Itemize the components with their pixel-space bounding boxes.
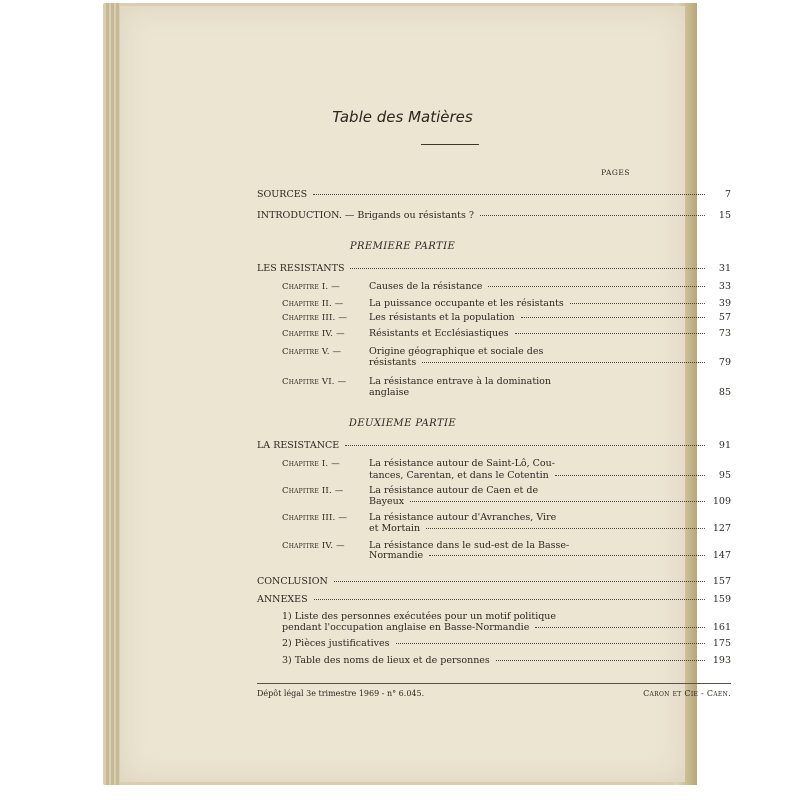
page-edge — [116, 3, 119, 785]
toc-chapter-entry — [369, 357, 731, 368]
toc-annex-entry — [282, 622, 731, 633]
toc-chapter-entry — [369, 470, 731, 481]
dot-leader — [429, 555, 705, 556]
toc-page-number: 31 — [718, 263, 731, 274]
chapter-title: Causes de la résistance — [369, 281, 483, 292]
title-rule — [421, 144, 479, 145]
toc-entry-label: LES RESISTANTS — [257, 263, 345, 274]
toc-page-number: 33 — [718, 281, 731, 292]
toc-chapter-entry — [369, 328, 731, 339]
chapter-title-line: La résistance autour d'Avranches, Vire — [369, 512, 557, 523]
toc-annex-entry — [282, 655, 731, 666]
printer-note: Caron et Cie - Caen. — [643, 689, 731, 698]
toc-page-number: 15 — [718, 210, 731, 221]
page-edge — [106, 3, 109, 785]
toc-page-number: 57 — [718, 312, 731, 323]
chapter-title-line: Origine géographique et sociale des — [369, 346, 544, 357]
toc-page-number: 91 — [718, 440, 731, 451]
toc-entry-conclusion — [257, 576, 731, 587]
toc-annex-entry — [282, 638, 731, 649]
toc-entry-label: SOURCES — [257, 189, 308, 200]
toc-entry-annexes — [257, 594, 731, 605]
toc-entry-label: LA RESISTANCE — [257, 440, 340, 451]
dot-leader — [515, 333, 705, 334]
part-heading-second: DEUXIEME PARTIE — [348, 418, 457, 429]
dot-leader — [334, 581, 705, 582]
toc-chapter-entry — [369, 298, 731, 309]
chapter-number: Chapitre IV. — — [282, 541, 345, 551]
toc-chapter-entry — [369, 523, 731, 534]
annex-title: 2) Pièces justificatives — [282, 638, 390, 649]
toc-page-number: 193 — [712, 655, 731, 666]
toc-entry-label: ANNEXES — [257, 594, 308, 605]
toc-chapter-entry — [369, 387, 731, 398]
dot-leader — [422, 362, 705, 363]
page-edge — [111, 3, 114, 785]
dot-leader — [521, 317, 705, 318]
toc-page-number: 175 — [712, 638, 731, 649]
dot-leader — [426, 528, 705, 529]
annex-title-line: 1) Liste des personnes exécutées pour un motif politique — [282, 611, 557, 622]
toc-page-number: 95 — [718, 470, 731, 481]
chapter-title-line: La résistance autour de Caen et de — [369, 485, 539, 496]
chapter-title-line: La résistance autour de Saint-Lô, Cou- — [369, 458, 555, 469]
toc-entry-la-resistance — [257, 440, 731, 451]
toc-entry-introduction — [257, 210, 731, 221]
chapter-number: Chapitre V. — — [282, 347, 342, 357]
toc-page-number: 73 — [718, 328, 731, 339]
annex-title-line: pendant l'occupation anglaise en Basse-Normandie — [282, 622, 530, 633]
chapter-title: Résistants et Ecclésiastiques — [369, 328, 509, 339]
dot-leader — [314, 599, 705, 600]
toc-page-number: 147 — [712, 550, 731, 561]
toc-page-number: 7 — [724, 189, 731, 200]
dot-leader — [350, 268, 705, 269]
chapter-title: La puissance occupante et les résistants — [369, 298, 564, 309]
toc-chapter-entry — [369, 312, 731, 323]
chapter-title-line: tances, Carentan, et dans le Cotentin — [369, 470, 549, 481]
toc-page-number: 39 — [718, 298, 731, 309]
legal-deposit-note: Dépôt légal 3e trimestre 1969 - n° 6.045. — [257, 689, 425, 698]
dot-leader — [488, 286, 705, 287]
chapter-title-line: La résistance entrave à la domination — [369, 376, 552, 387]
chapter-number: Chapitre III. — — [282, 513, 348, 523]
book-page — [120, 6, 731, 782]
toc-page-number: 85 — [718, 387, 731, 398]
toc-entry-label: INTRODUCTION. — Brigands ou résistants ? — [257, 210, 474, 221]
chapter-number: Chapitre II. — — [282, 299, 344, 309]
chapter-number: Chapitre VI. — — [282, 377, 347, 387]
toc-page-number: 79 — [718, 357, 731, 368]
dot-leader — [410, 501, 705, 502]
toc-entry-les-resistants — [257, 263, 731, 274]
chapter-title-line: La résistance dans le sud-est de la Basse- — [369, 540, 570, 551]
footer-rule — [257, 683, 731, 684]
pages-column-label: PAGES — [601, 168, 630, 177]
dot-leader — [535, 627, 705, 628]
chapter-number: Chapitre I. — — [282, 282, 340, 292]
toc-page-number: 127 — [712, 523, 731, 534]
dot-leader — [496, 660, 705, 661]
dot-leader — [480, 215, 705, 216]
dot-leader — [415, 392, 705, 393]
toc-chapter-entry — [369, 550, 731, 561]
toc-page-number: 157 — [712, 576, 731, 587]
chapter-title-line: Bayeux — [369, 496, 405, 507]
chapter-title-line: résistants — [369, 357, 417, 368]
chapter-title: Les résistants et la population — [369, 312, 515, 323]
toc-page-number: 109 — [712, 496, 731, 507]
chapter-number: Chapitre II. — — [282, 486, 344, 496]
chapter-number: Chapitre III. — — [282, 313, 348, 323]
chapter-number: Chapitre I. — — [282, 459, 340, 469]
dot-leader — [313, 194, 705, 195]
dot-leader — [555, 475, 705, 476]
chapter-title-line: et Mortain — [369, 523, 421, 534]
chapter-number: Chapitre IV. — — [282, 329, 345, 339]
dot-leader — [345, 445, 705, 446]
chapter-title-line: anglaise — [369, 387, 410, 398]
dot-leader — [396, 643, 706, 644]
toc-entry-label: CONCLUSION — [257, 576, 328, 587]
page-title: Table des Matières — [332, 108, 473, 126]
toc-page-number: 161 — [712, 622, 731, 633]
dot-leader — [570, 303, 705, 304]
toc-chapter-entry — [369, 281, 731, 292]
chapter-title-line: Normandie — [369, 550, 424, 561]
toc-page-number: 159 — [712, 594, 731, 605]
annex-title: 3) Table des noms de lieux et de personnes — [282, 655, 490, 666]
toc-entry-sources — [257, 189, 731, 200]
toc-chapter-entry — [369, 496, 731, 507]
part-heading-first: PREMIERE PARTIE — [349, 241, 456, 252]
